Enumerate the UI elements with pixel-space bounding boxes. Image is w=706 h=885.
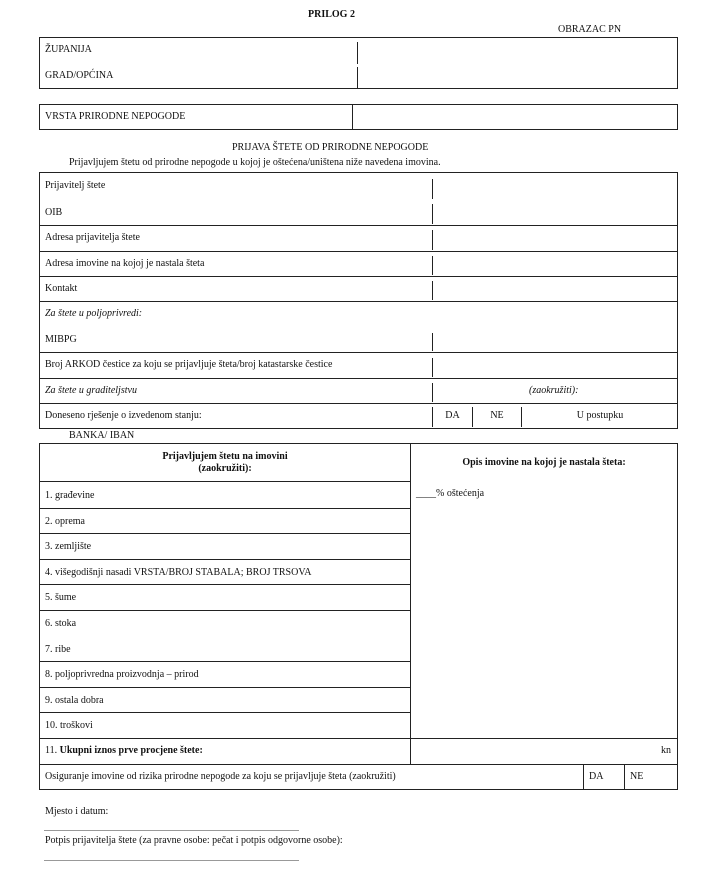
circle-instruction: (zaokružiti): [529,385,579,396]
form-title: PRIJAVA ŠTETE OD PRIRODNE NEPOGODE [232,142,429,153]
damage-item[interactable]: 4. višegodišnji nasadi VRSTA/BROJ STABALA; BROJ TRSOVA [45,567,312,578]
total-estimate-number: 11. [45,745,60,756]
currency-label: kn [661,745,671,756]
damage-percent[interactable] [416,488,484,499]
oib-field[interactable] [435,203,675,224]
contact-label: Kontakt [45,283,78,294]
legalization-option-no[interactable]: NE [490,410,504,421]
contact-field[interactable] [435,279,675,300]
damage-left-header-line2: (zaokružiti): [198,463,252,474]
county-label: ŽUPANIJA [45,44,92,55]
damage-left-header-line1: Prijavljujem štetu na imovini [162,451,288,462]
legalization-option-in-progress[interactable]: U postupku [576,410,624,421]
construction-heading: Za štete u graditeljstvu [45,385,137,396]
total-estimate-text: Ukupni iznos prve procjene štete: [59,745,203,756]
damage-item[interactable]: 10. troškovi [45,720,93,731]
total-estimate-field[interactable] [413,740,653,762]
damage-percent-blank: ____ [416,488,436,499]
place-date-label: Mjesto i datum: [45,806,109,817]
insurance-option-no[interactable]: NE [630,771,644,782]
total-estimate-label [45,745,203,756]
intro-sentence: Prijavljujem štetu od prirodne nepogode u kojoj je oštećena/uništena niže navedena imovina. [69,157,441,168]
legalization-label: Doneseno rješenje o izvedenom stanju: [45,410,202,421]
damage-item[interactable]: 5. šume [45,592,77,603]
damage-percent-label: % oštećenja [436,488,485,499]
damage-item[interactable]: 2. oprema [45,516,85,527]
signature-line[interactable] [44,860,299,861]
applicant-address-label: Adresa prijavitelja štete [45,232,140,243]
signature-label: Potpis prijavitelja štete (za pravne osobe: pečat i potpis odgovorne osobe): [45,835,343,846]
city-field[interactable] [360,64,675,86]
arkod-field[interactable] [435,356,675,377]
place-date-line[interactable] [44,830,299,831]
property-address-field[interactable] [435,254,675,275]
damage-item[interactable]: 9. ostala dobra [45,695,104,706]
attachment-label: PRILOG 2 [308,9,355,20]
property-address-label: Adresa imovine na kojoj je nastala šteta [45,258,205,269]
applicant-address-field[interactable] [435,228,675,250]
damage-item[interactable]: 7. ribe [45,644,71,655]
legalization-option-yes[interactable]: DA [445,410,460,421]
damage-item[interactable]: 6. stoka [45,618,77,629]
damage-item[interactable]: 3. zemljište [45,541,92,552]
disaster-type-field[interactable] [355,106,675,128]
oib-label: OIB [45,207,63,218]
agriculture-heading: Za štete u poljoprivredi: [45,308,143,319]
arkod-label: Broj ARKOD čestice za koju se prijavljuje šteta/broj katastarske čestice [45,359,333,370]
insurance-label: Osiguranje imovine od rizika prirodne nepogode za koju se prijavljuje šteta (zaokružiti) [45,771,396,782]
county-field[interactable] [360,40,675,62]
damage-right-header: Opis imovine na kojoj je nastala šteta: [462,457,626,468]
damage-item[interactable]: 8. poljoprivredna proizvodnja – prirod [45,669,199,680]
applicant-field[interactable] [435,177,675,199]
form-code: OBRAZAC PN [558,24,622,35]
city-label: GRAD/OPĆINA [45,70,114,81]
disaster-type-label: VRSTA PRIRODNE NEPOGODE [45,111,186,122]
damage-item[interactable]: 1. građevine [45,490,95,501]
bank-iban-label: BANKA/ IBAN [69,430,135,441]
mibpg-field[interactable] [435,331,675,351]
insurance-option-yes[interactable]: DA [589,771,604,782]
damage-left-header [40,451,410,475]
mibpg-label: MIBPG [45,334,77,345]
applicant-label: Prijavitelj štete [45,180,106,191]
